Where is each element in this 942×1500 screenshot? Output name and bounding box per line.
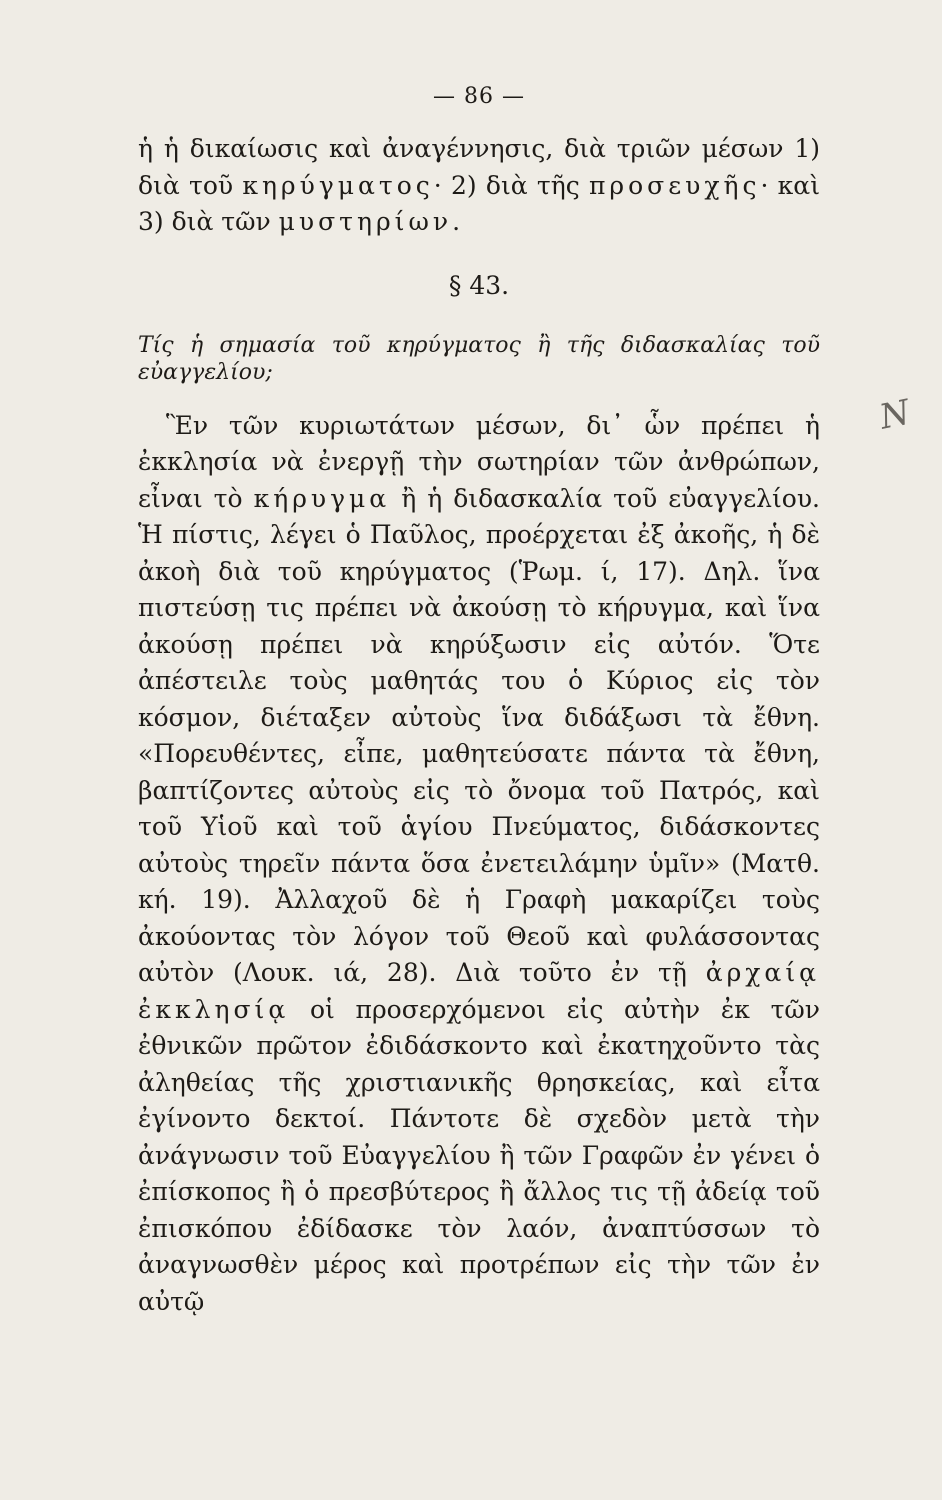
intro-text-2: · 2) διὰ τῆς (433, 170, 589, 200)
intro-paragraph (138, 131, 820, 241)
spaced-term-kerygmatos: κηρύγματος (242, 170, 434, 200)
intro-text-4: . (452, 207, 461, 236)
handwritten-margin-note: Ν (876, 392, 914, 438)
spaced-term-proseuches: προσευχῆς (588, 170, 761, 200)
spaced-term-mysterion: μυστηρίων (278, 207, 453, 236)
section-question: Τίς ἡ σημασία τοῦ κηρύγματος ἢ τῆς διδασκαλίας τοῦ εὐαγγελίου; (138, 332, 820, 385)
section-number: § 43. (448, 270, 510, 300)
spaced-term-archaia-ekklesia: ἀρχαίᾳ ἐκκλησίᾳ (138, 958, 820, 1024)
intro-text-3: · καὶ 3) διὰ τῶν (138, 170, 820, 236)
body-paragraph (138, 408, 820, 1321)
intro-text-1: ἡ ἡ δικαίωσις καὶ ἀναγέννησις, διὰ τριῶν μέσων 1) διὰ τοῦ (138, 134, 820, 200)
body-text-1: Ἓν τῶν κυριωτάτων μέσων, δι᾽ ὧν πρέπει ἡ ἐκκλησία νὰ ἐνεργῇ τὴν σωτηρίαν τῶν ἀνθρώπων, εἶναι τὸ (138, 410, 820, 513)
page-number-header: — 86 — (433, 84, 525, 109)
body-text-2: ἢ ἡ διδασκαλία τοῦ εὐαγγελίου. Ἡ πίστις, λέγει ὁ Παῦλος, προέρχεται ἐξ ἀκοῆς, ἡ δὲ ἀκοὴ διὰ τοῦ κηρύγματος (Ῥωμ. ί, 17). Δηλ. ἵνα πιστεύσῃ τις πρέπει νὰ ἀκούσῃ τὸ κήρυγμα, καὶ ἵνα ἀκούσῃ πρέπει νὰ κηρύξωσιν εἰς αὐτόν. Ὅτε ἀπέστειλε τοὺς μαθητάς του ὁ Κύριος εἰς τὸν κόσμον, διέταξεν αὐτοὺς ἵνα διδάξωσι τὰ ἔθνη. «Πορευθέντες, εἶπε, μαθητεύσατε πάντα τὰ ἔθνη, βαπτίζοντες αὐτοὺς εἰς τὸ ὄνομα τοῦ Πατρός, καὶ τοῦ Υἱοῦ καὶ τοῦ ἁγίου Πνεύματος, διδάσκοντες αὐτοὺς τηρεῖν πάντα ὅσα ἐνετειλάμην ὑμῖν» (Ματθ. κή. 19). Ἀλλαχοῦ δὲ ἡ Γραφὴ μακαρίζει τοὺς ἀκούοντας τὸν λόγον τοῦ Θεοῦ καὶ φυλάσσοντας αὐτὸν (Λουκ. ιά, 28). Διὰ τοῦτο ἐν τῇ (138, 483, 820, 987)
spaced-term-kerygma: κήρυγμα (253, 483, 391, 513)
body-text-3: οἱ προσερχόμενοι εἰς αὐτὴν ἐκ τῶν ἐθνικῶν πρῶτον ἐδιδάσκοντο καὶ ἐκατηχοῦντο τὰς ἀληθείας τῆς χριστιανικῆς θρησκείας, καὶ εἶτα ἐγίνοντο δεκτοί. Πάντοτε δὲ σχεδὸν μετὰ τὴν ἀνάγνωσιν τοῦ Εὐαγγελίου ἢ τῶν Γραφῶν ἐν γένει ὁ ἐπίσκοπος ἢ ὁ πρεσβύτερος ἢ ἄλλος τις τῇ ἀδείᾳ τοῦ ἐπισκόπου ἐδίδασκε τὸν λαόν, ἀναπτύσσων τὸ ἀναγνωσθὲν μέρος καὶ προτρέπων εἰς τὴν τῶν ἐν αὐτῷ (138, 994, 820, 1316)
